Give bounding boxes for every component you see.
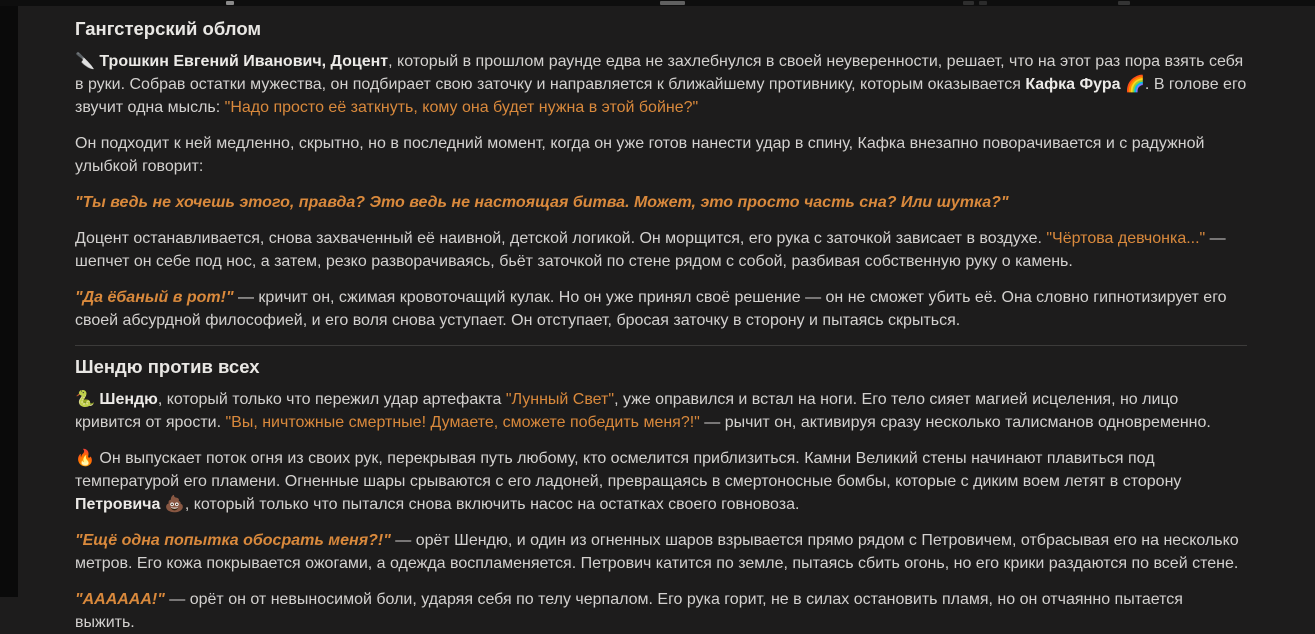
story-paragraph [75, 50, 1247, 119]
text-run: "Ты ведь не хочешь этого, правда? Это ведь не настоящая битва. Может, это просто часть сна? Или шутка?" [75, 194, 1009, 211]
section-heading: Гангстерский облом [75, 17, 1247, 40]
text-run: Он подходит к ней медленно, скрытно, но в последний момент, когда он уже готов нанести удар в спину, Кафка внезапно поворачивается и с радужной улыбкой говорит: [75, 135, 1204, 175]
text-run: Доцент останавливается, снова захваченный её наивной, детской логикой. Он морщится, его рука с заточкой зависает в воздухе. [75, 230, 1046, 247]
clipped-tab-fragment [1118, 1, 1130, 5]
story-paragraph [75, 388, 1247, 434]
text-run: — орёт Шендю, и один из огненных шаров взрывается прямо рядом с Петровичем, отбрасывая его на несколько метров. Его кожа покрывается ожогами, а одежда воспламеняется. Петрович катится по земле, пытаясь сбить огонь, но его крики раздаются по всей стене. [75, 532, 1239, 572]
story-paragraph [75, 227, 1247, 273]
text-run: . В голове его звучит одна мысль: [75, 76, 1246, 116]
fire-icon: 🔥 [75, 450, 95, 467]
text-run: , который только что пережил удар артефакта [158, 391, 506, 408]
text-run: "Ещё одна попытка обосрать меня?!" [75, 532, 391, 549]
story-message [18, 6, 1315, 597]
knife-icon: 🔪 [75, 53, 95, 70]
text-run: — рычит он, активируя сразу несколько талисманов одновременно. [700, 414, 1211, 431]
text-run: — орёт он от невыносимой боли, ударяя себя по телу черпалом. Его рука горит, не в силах остановить пламя, но он отчаянно пытается выжить. [75, 591, 1183, 631]
story-paragraph [75, 588, 1247, 634]
clipped-tab-fragment [660, 1, 685, 5]
story-paragraph [75, 191, 1247, 214]
section-heading: Шендю против всех [75, 355, 1247, 378]
clipped-tab-fragment [963, 1, 974, 5]
story-paragraph [75, 286, 1247, 332]
text-run: "Чёртова девчонка..." [1046, 230, 1205, 247]
story-paragraph [75, 529, 1247, 575]
snake-icon: 🐍 [75, 391, 95, 408]
story-paragraph [75, 132, 1247, 178]
clipped-tab-fragment [226, 1, 234, 5]
text-run: "Надо просто её заткнуть, кому она будет нужна в этой бойне?" [225, 99, 699, 116]
text-run: — кричит он, сжимая кровоточащий кулак. Но он уже принял своё решение — он не сможет убить её. Она словно гипнотизирует его своей абсурдной философией, и его воля снова уступает. Он отступает, бросая заточку в сторону и пытаясь скрыться. [75, 289, 1227, 329]
text-run: — шепчет он себе под нос, а затем, резко разворачиваясь, бьёт заточкой по стене рядом с собой, разбивая собственную руку о камень. [75, 230, 1226, 270]
text-run: , который только что пытался снова включить насос на остатках своего говновоза. [185, 496, 800, 513]
story-sections [75, 17, 1247, 634]
text-run: "Лунный Свет" [506, 391, 614, 408]
poop-icon: 💩 [165, 496, 185, 513]
text-run: Петровича [75, 496, 160, 513]
text-run: "АААААА!" [75, 591, 165, 608]
left-gutter [0, 6, 18, 597]
story-paragraph [75, 447, 1247, 516]
text-run: , уже оправился и встал на ноги. Его тело сияет магией исцеления, но лицо кривится от ярости. [75, 391, 1178, 431]
text-run: "Вы, ничтожные смертные! Думаете, сможете победить меня?!" [225, 414, 699, 431]
text-run: Кафка Фура [1025, 76, 1120, 93]
section-divider [75, 345, 1247, 346]
rainbow-icon: 🌈 [1125, 76, 1145, 93]
clipped-tab-fragment [979, 1, 987, 5]
text-run: Он выпускает поток огня из своих рук, перекрывая путь любому, кто осмелится приблизиться. Камни Великий стены начинают плавиться под температурой его пламени. Огненные шары срываются с его ладоней, превращаясь в смертоносные бомбы, которые с диким воем летят в сторону [75, 450, 1181, 490]
text-run: Трошкин Евгений Иванович, Доцент [99, 53, 388, 70]
text-run: Шендю [99, 391, 157, 408]
text-run: "Да ёбаный в рот!" [75, 289, 234, 306]
text-run: , который в прошлом раунде едва не захлебнулся в своей неуверенности, решает, что на этот раз пора взять себя в руки. Собрав остатки мужества, он подбирает свою заточку и направляется к ближайшему противнику, которым оказывается [75, 53, 1243, 93]
